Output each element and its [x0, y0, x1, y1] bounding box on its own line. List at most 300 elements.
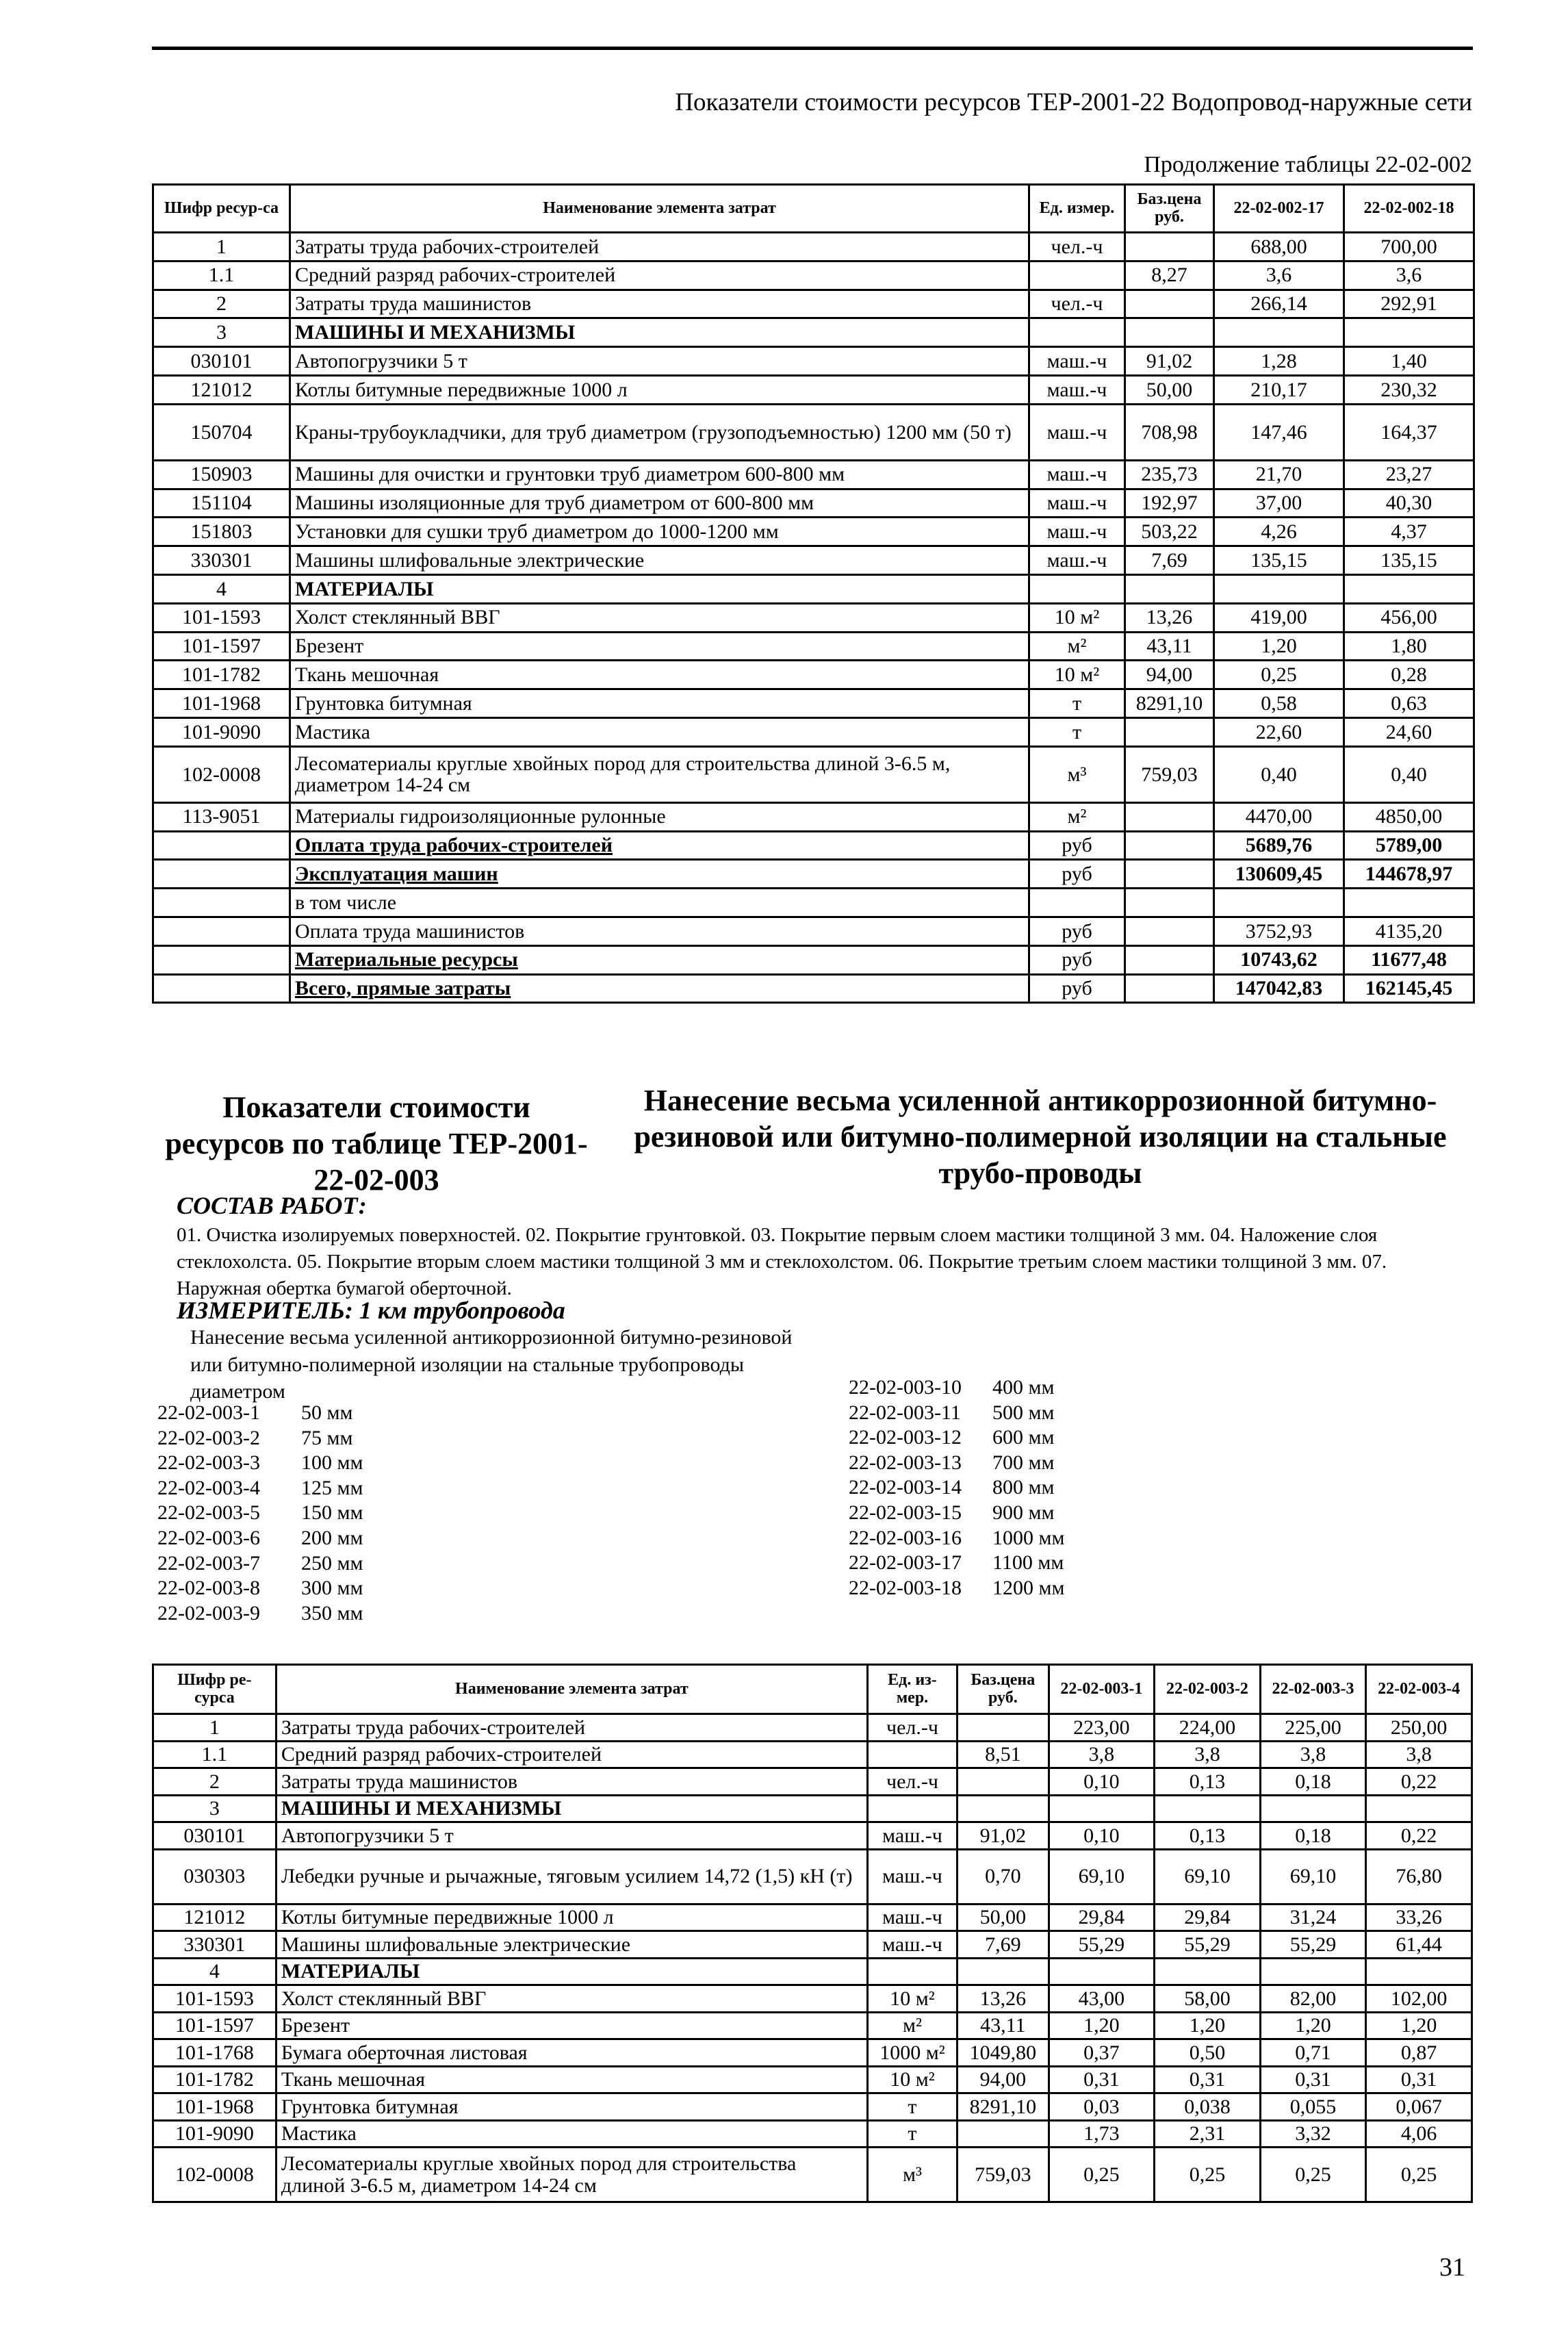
value-cell: 419,00 [1214, 603, 1344, 632]
table-row [153, 1795, 1472, 1822]
base-price-cell: 94,00 [1125, 661, 1214, 689]
value-cell: 4,26 [1214, 518, 1344, 546]
unit-cell: чел.-ч [1029, 233, 1125, 262]
item-code: 22-02-003-5 [157, 1501, 260, 1525]
unit-cell: маш.-ч [1029, 489, 1125, 518]
resource-name-cell: Всего, прямые затраты [290, 974, 1029, 1003]
value-cell: 3,32 [1260, 2120, 1366, 2148]
base-price-cell [1125, 974, 1214, 1003]
base-price-cell: 192,97 [1125, 489, 1214, 518]
item-diameter: 250 мм [301, 1551, 363, 1575]
unit-cell [1029, 889, 1125, 917]
unit-cell: м² [1029, 802, 1125, 831]
value-cell: 1,20 [1366, 2012, 1472, 2039]
unit-cell: маш.-ч [1029, 518, 1125, 546]
resource-name-cell: Затраты труда рабочих-строителей [276, 1714, 867, 1742]
value-cell: 31,24 [1260, 1904, 1366, 1931]
base-price-cell [1125, 233, 1214, 262]
resource-code-cell: 330301 [153, 1931, 277, 1959]
table-row [153, 261, 1474, 290]
value-cell: 0,25 [1214, 661, 1344, 689]
value-cell: 0,067 [1366, 2093, 1472, 2121]
unit-cell: т [867, 2120, 957, 2148]
value-cell: 0,18 [1260, 1768, 1366, 1796]
resource-code-cell: 030101 [153, 1822, 277, 1850]
resource-code-cell: 101-1782 [153, 661, 290, 689]
resource-code-cell: 101-9090 [153, 2120, 277, 2148]
unit-cell: чел.-ч [1029, 290, 1125, 318]
table-row [153, 518, 1474, 546]
unit-cell: маш.-ч [1029, 347, 1125, 376]
item-diameter: 800 мм [992, 1476, 1055, 1499]
item-code: 22-02-003-14 [849, 1476, 962, 1499]
resource-code-cell: 101-9090 [153, 717, 290, 746]
t2-header-cell: Ед. из-мер. [867, 1665, 957, 1714]
unit-cell: маш.-ч [1029, 375, 1125, 404]
item-code: 22-02-003-3 [157, 1451, 260, 1475]
value-cell: 1,80 [1344, 632, 1474, 661]
value-cell: 700,00 [1344, 233, 1474, 262]
resource-name-cell: Котлы битумные передвижные 1000 л [276, 1904, 867, 1931]
base-price-cell: 8291,10 [1125, 689, 1214, 718]
table-row [153, 574, 1474, 603]
resource-code-cell: 4 [153, 1958, 277, 1985]
table-row [153, 889, 1474, 917]
resource-code-cell [153, 889, 290, 917]
unit-cell: т [1029, 689, 1125, 718]
resource-code-cell: 2 [153, 290, 290, 318]
value-cell: 102,00 [1366, 1985, 1472, 2013]
value-cell: 29,84 [1049, 1904, 1155, 1931]
resource-name-cell: Затраты труда рабочих-строителей [290, 233, 1029, 262]
resource-code-cell: 1 [153, 233, 290, 262]
item-diameter: 600 мм [992, 1426, 1055, 1449]
code-list-item [849, 1501, 1064, 1526]
value-cell: 456,00 [1344, 603, 1474, 632]
table-row [153, 1822, 1472, 1850]
resource-name-cell: Грунтовка битумная [290, 689, 1029, 718]
resource-code-cell: 121012 [153, 375, 290, 404]
value-cell: 4470,00 [1214, 802, 1344, 831]
base-price-cell: 503,22 [1125, 518, 1214, 546]
unit-cell: 10 м² [867, 1985, 957, 2013]
table-row [153, 2012, 1472, 2039]
table-row [153, 2039, 1472, 2067]
item-code: 22-02-003-10 [849, 1376, 962, 1399]
unit-cell [1029, 261, 1125, 290]
resource-name-cell: Затраты труда машинистов [276, 1768, 867, 1796]
value-cell: 1,20 [1214, 632, 1344, 661]
value-cell: 0,25 [1049, 2148, 1155, 2202]
value-cell: 37,00 [1214, 489, 1344, 518]
table-row [153, 375, 1474, 404]
value-cell: 0,25 [1155, 2148, 1261, 2202]
unit-cell: 10 м² [1029, 661, 1125, 689]
unit-cell: руб [1029, 860, 1125, 889]
table-row [153, 661, 1474, 689]
resource-code-cell [153, 974, 290, 1003]
resource-name-cell: Материалы гидроизоляционные рулонные [290, 802, 1029, 831]
item-code: 22-02-003-1 [157, 1401, 260, 1424]
unit-cell: т [1029, 717, 1125, 746]
resource-code-cell: 1.1 [153, 261, 290, 290]
unit-cell: м³ [1029, 746, 1125, 802]
code-list-item [849, 1551, 1064, 1576]
unit-cell: маш.-ч [1029, 404, 1125, 460]
unit-cell: м² [867, 2012, 957, 2039]
value-cell: 0,50 [1155, 2039, 1261, 2067]
unit-cell: маш.-ч [867, 1849, 957, 1904]
t1-header-cell: Ед. измер. [1029, 185, 1125, 233]
t2-header-cell: Баз.цена руб. [957, 1665, 1049, 1714]
item-code: 22-02-003-8 [157, 1577, 260, 1600]
unit-cell: маш.-ч [1029, 460, 1125, 489]
table-row [153, 2120, 1472, 2148]
unit-cell: чел.-ч [867, 1714, 957, 1742]
value-cell: 0,10 [1049, 1822, 1155, 1850]
value-cell: 21,70 [1214, 460, 1344, 489]
unit-cell: маш.-ч [867, 1931, 957, 1959]
value-cell: 223,00 [1049, 1714, 1155, 1742]
resource-code-cell: 1 [153, 1714, 277, 1742]
resource-name-cell: Машины изоляционные для труб диаметром от 600-800 мм [290, 489, 1029, 518]
item-code: 22-02-003-13 [849, 1451, 962, 1474]
resource-name-cell: Лесоматериалы круглые хвойных пород для строительства длиной 3-6.5 м, диаметром 14-24 см [276, 2148, 867, 2202]
item-code: 22-02-003-18 [849, 1576, 962, 1599]
table-row [153, 2148, 1472, 2202]
resource-code-cell: 101-1597 [153, 2012, 277, 2039]
t2-header-cell: Шифр ре-сурса [153, 1665, 277, 1714]
unit-cell: маш.-ч [867, 1904, 957, 1931]
table-row [153, 974, 1474, 1003]
base-price-cell: 43,11 [957, 2012, 1049, 2039]
unit-cell: 10 м² [867, 2066, 957, 2093]
resource-code-cell: 101-1968 [153, 2093, 277, 2121]
base-price-cell: 50,00 [1125, 375, 1214, 404]
value-cell: 55,29 [1260, 1931, 1366, 1959]
table-continuation-caption: Продолжение таблицы 22-02-002 [1144, 152, 1472, 177]
resource-code-cell: 101-1593 [153, 1985, 277, 2013]
value-cell: 24,60 [1344, 717, 1474, 746]
table-row [153, 290, 1474, 318]
table-row [153, 689, 1474, 718]
resource-name-cell: Оплата труда рабочих-строителей [290, 831, 1029, 860]
resource-code-cell: 030303 [153, 1849, 277, 1904]
resource-name-cell: Затраты труда машинистов [290, 290, 1029, 318]
table-row [153, 2093, 1472, 2121]
resource-code-cell: 3 [153, 318, 290, 347]
value-cell: 0,25 [1366, 2148, 1472, 2202]
code-list-item [849, 1425, 1064, 1451]
value-cell: 4850,00 [1344, 802, 1474, 831]
value-cell: 147,46 [1214, 404, 1344, 460]
base-price-cell [1125, 318, 1214, 347]
value-cell [1214, 318, 1344, 347]
value-cell: 0,63 [1344, 689, 1474, 718]
unit-cell: м² [1029, 632, 1125, 661]
value-cell: 135,15 [1344, 546, 1474, 575]
base-price-cell: 1049,80 [957, 2039, 1049, 2067]
table-row [153, 1958, 1472, 1985]
value-cell: 0,038 [1155, 2093, 1261, 2121]
item-diameter: 500 мм [992, 1401, 1055, 1424]
page-header: Показатели стоимости ресурсов ТЕР-2001-22 Водопровод-наружные сети [675, 88, 1472, 116]
resource-code-cell [153, 831, 290, 860]
table-row [153, 802, 1474, 831]
item-diameter: 1200 мм [992, 1576, 1065, 1599]
item-diameter: 700 мм [992, 1451, 1055, 1474]
resource-name-cell: Мастика [276, 2120, 867, 2148]
table-row [153, 860, 1474, 889]
unit-cell [1029, 318, 1125, 347]
item-diameter: 150 мм [301, 1501, 363, 1525]
code-list-item [849, 1526, 1064, 1551]
table-row [153, 1714, 1472, 1742]
resource-name-cell: Эксплуатация машин [290, 860, 1029, 889]
meter-label: ИЗМЕРИТЕЛЬ: 1 км трубопровода [177, 1297, 565, 1324]
resource-code-cell: 150704 [153, 404, 290, 460]
code-list-item [157, 1551, 363, 1577]
unit-cell: чел.-ч [867, 1768, 957, 1796]
resource-table-22-02-003 [152, 1664, 1473, 2203]
value-cell [1260, 1958, 1366, 1985]
resource-name-cell: Средний разряд рабочих-строителей [290, 261, 1029, 290]
item-code: 22-02-003-4 [157, 1476, 260, 1499]
code-list-item [849, 1475, 1064, 1501]
value-cell [1049, 1795, 1155, 1822]
value-cell: 0,37 [1049, 2039, 1155, 2067]
unit-cell: м³ [867, 2148, 957, 2202]
item-description: Нанесение весьма усиленной антикоррозионной битумно-резиновой или битумно-полимерной изоляции на стальные трубопроводы диаметром [190, 1326, 793, 1403]
base-price-cell [957, 1795, 1049, 1822]
base-price-cell: 8291,10 [957, 2093, 1049, 2121]
value-cell: 225,00 [1260, 1714, 1366, 1742]
resource-name-cell: МАТЕРИАЛЫ [290, 574, 1029, 603]
value-cell: 0,31 [1049, 2066, 1155, 2093]
resource-name-cell: Лесоматериалы круглые хвойных пород для строительства длиной 3-6.5 м, диаметром 14-24 см [290, 746, 1029, 802]
base-price-cell [1125, 945, 1214, 974]
value-cell: 0,31 [1366, 2066, 1472, 2093]
value-cell: 3,8 [1155, 1741, 1261, 1768]
resource-name-cell: Лебедки ручные и рычажные, тяговым усилием 14,72 (1,5) кН (т) [276, 1849, 867, 1904]
item-diameter: 50 мм [301, 1401, 353, 1424]
item-diameter: 350 мм [301, 1601, 363, 1625]
value-cell: 0,87 [1366, 2039, 1472, 2067]
resource-code-cell: 113-9051 [153, 802, 290, 831]
value-cell: 76,80 [1366, 1849, 1472, 1904]
table-row [153, 717, 1474, 746]
value-cell: 3,8 [1049, 1741, 1155, 1768]
table-row [153, 404, 1474, 460]
value-cell: 58,00 [1155, 1985, 1261, 2013]
value-cell: 1,20 [1049, 2012, 1155, 2039]
base-price-cell [1125, 574, 1214, 603]
base-price-cell: 13,26 [957, 1985, 1049, 2013]
unit-cell: руб [1029, 831, 1125, 860]
table-row [153, 318, 1474, 347]
value-cell: 43,00 [1049, 1985, 1155, 2013]
base-price-cell [957, 1714, 1049, 1742]
value-cell [1344, 889, 1474, 917]
code-list-item [849, 1451, 1064, 1476]
value-cell: 0,25 [1260, 2148, 1366, 2202]
item-diameter: 400 мм [992, 1376, 1055, 1399]
table-row [153, 945, 1474, 974]
base-price-cell [957, 2120, 1049, 2148]
base-price-cell [1125, 717, 1214, 746]
resource-name-cell: Ткань мешочная [290, 661, 1029, 689]
value-cell: 0,22 [1366, 1768, 1472, 1796]
resource-code-cell: 102-0008 [153, 2148, 277, 2202]
resource-code-cell: 121012 [153, 1904, 277, 1931]
value-cell: 22,60 [1214, 717, 1344, 746]
page-number: 31 [1439, 2253, 1465, 2282]
value-cell [1366, 1795, 1472, 1822]
resource-name-cell: Машины для очистки и грунтовки труб диаметром 600-800 мм [290, 460, 1029, 489]
value-cell: 55,29 [1049, 1931, 1155, 1959]
item-diameter: 900 мм [992, 1501, 1055, 1524]
value-cell: 4,06 [1366, 2120, 1472, 2148]
base-price-cell [1125, 889, 1214, 917]
value-cell: 3,8 [1366, 1741, 1472, 1768]
t2-header-cell: Наименование элемента затрат [276, 1665, 867, 1714]
t1-header-cell: Баз.цена руб. [1125, 185, 1214, 233]
code-list-item [849, 1375, 1064, 1401]
t1-header-cell: 22-02-002-18 [1344, 185, 1474, 233]
value-cell: 0,71 [1260, 2039, 1366, 2067]
item-code: 22-02-003-15 [849, 1501, 962, 1524]
base-price-cell: 7,69 [957, 1931, 1049, 1959]
base-price-cell: 8,51 [957, 1741, 1049, 1768]
unit-cell: 1000 м² [867, 2039, 957, 2067]
value-cell: 0,13 [1155, 1822, 1261, 1850]
t2-header-cell: 22-02-003-2 [1155, 1665, 1261, 1714]
value-cell: 1,28 [1214, 347, 1344, 376]
resource-name-cell: Автопогрузчики 5 т [276, 1822, 867, 1850]
t2-header-cell: 22-02-003-1 [1049, 1665, 1155, 1714]
value-cell [1214, 889, 1344, 917]
value-cell: 210,17 [1214, 375, 1344, 404]
table-row [153, 2066, 1472, 2093]
resource-code-cell: 3 [153, 1795, 277, 1822]
item-diameter: 300 мм [301, 1577, 363, 1600]
unit-cell [867, 1958, 957, 1985]
value-cell: 230,32 [1344, 375, 1474, 404]
value-cell: 164,37 [1344, 404, 1474, 460]
item-diameter: 1100 мм [992, 1551, 1064, 1575]
value-cell [1214, 574, 1344, 603]
value-cell: 144678,97 [1344, 860, 1474, 889]
t1-header-cell: 22-02-002-17 [1214, 185, 1344, 233]
base-price-cell: 50,00 [957, 1904, 1049, 1931]
unit-cell: маш.-ч [867, 1822, 957, 1850]
value-cell: 135,15 [1214, 546, 1344, 575]
base-price-cell: 235,73 [1125, 460, 1214, 489]
value-cell: 3,8 [1260, 1741, 1366, 1768]
resource-code-cell: 030101 [153, 347, 290, 376]
table-row [153, 1904, 1472, 1931]
value-cell: 3752,93 [1214, 917, 1344, 945]
value-cell: 162145,45 [1344, 974, 1474, 1003]
value-cell: 130609,45 [1214, 860, 1344, 889]
resource-code-cell: 330301 [153, 546, 290, 575]
code-list-item [849, 1576, 1064, 1601]
table-row [153, 603, 1474, 632]
table-row [153, 831, 1474, 860]
header-rule [152, 47, 1473, 50]
resource-name-cell: Мастика [290, 717, 1029, 746]
value-cell: 1,73 [1049, 2120, 1155, 2148]
resource-name-cell: Грунтовка битумная [276, 2093, 867, 2121]
resource-name-cell: Краны-трубоукладчики, для труб диаметром (грузоподъемностью) 1200 мм (50 т) [290, 404, 1029, 460]
value-cell: 69,10 [1049, 1849, 1155, 1904]
value-cell: 55,29 [1155, 1931, 1261, 1959]
resource-name-cell: Средний разряд рабочих-строителей [276, 1741, 867, 1768]
value-cell: 29,84 [1155, 1904, 1261, 1931]
code-list-item [157, 1526, 363, 1551]
resource-table-22-02-002 [152, 183, 1475, 1004]
t1-header-cell: Шифр ресур-са [153, 185, 290, 233]
table-row [153, 347, 1474, 376]
table-row [153, 1849, 1472, 1904]
base-price-cell: 91,02 [957, 1822, 1049, 1850]
resource-code-cell: 4 [153, 574, 290, 603]
value-cell [1366, 1958, 1472, 1985]
resource-name-cell: Брезент [290, 632, 1029, 661]
code-list-item [157, 1426, 363, 1451]
resource-name-cell: МАШИНЫ И МЕХАНИЗМЫ [290, 318, 1029, 347]
value-cell: 82,00 [1260, 1985, 1366, 2013]
resource-name-cell: Ткань мешочная [276, 2066, 867, 2093]
value-cell: 0,22 [1366, 1822, 1472, 1850]
table-row [153, 632, 1474, 661]
value-cell [1344, 574, 1474, 603]
resource-code-cell [153, 917, 290, 945]
value-cell: 61,44 [1366, 1931, 1472, 1959]
unit-cell [867, 1741, 957, 1768]
code-list-right [849, 1375, 1064, 1601]
value-cell: 0,18 [1260, 1822, 1366, 1850]
value-cell: 0,31 [1260, 2066, 1366, 2093]
base-price-cell: 8,27 [1125, 261, 1214, 290]
resource-name-cell: МАШИНЫ И МЕХАНИЗМЫ [276, 1795, 867, 1822]
resource-code-cell: 101-1968 [153, 689, 290, 718]
code-list-item [157, 1501, 363, 1526]
resource-code-cell: 151104 [153, 489, 290, 518]
value-cell: 0,03 [1049, 2093, 1155, 2121]
resource-code-cell: 2 [153, 1768, 277, 1796]
resource-name-cell: в том числе [290, 889, 1029, 917]
base-price-cell [957, 1958, 1049, 1985]
code-list-item [157, 1601, 363, 1627]
code-list-item [849, 1401, 1064, 1426]
base-price-cell [1125, 831, 1214, 860]
item-diameter: 100 мм [301, 1451, 363, 1475]
base-price-cell [957, 1768, 1049, 1796]
unit-cell: 10 м² [1029, 603, 1125, 632]
base-price-cell [1125, 802, 1214, 831]
value-cell [1049, 1958, 1155, 1985]
value-cell: 688,00 [1214, 233, 1344, 262]
item-diameter: 125 мм [301, 1476, 363, 1499]
table-row [153, 489, 1474, 518]
item-code: 22-02-003-12 [849, 1426, 962, 1449]
table-row [153, 1768, 1472, 1796]
value-cell [1155, 1958, 1261, 1985]
resource-code-cell: 101-1782 [153, 2066, 277, 2093]
value-cell: 0,28 [1344, 661, 1474, 689]
value-cell: 33,26 [1366, 1904, 1472, 1931]
